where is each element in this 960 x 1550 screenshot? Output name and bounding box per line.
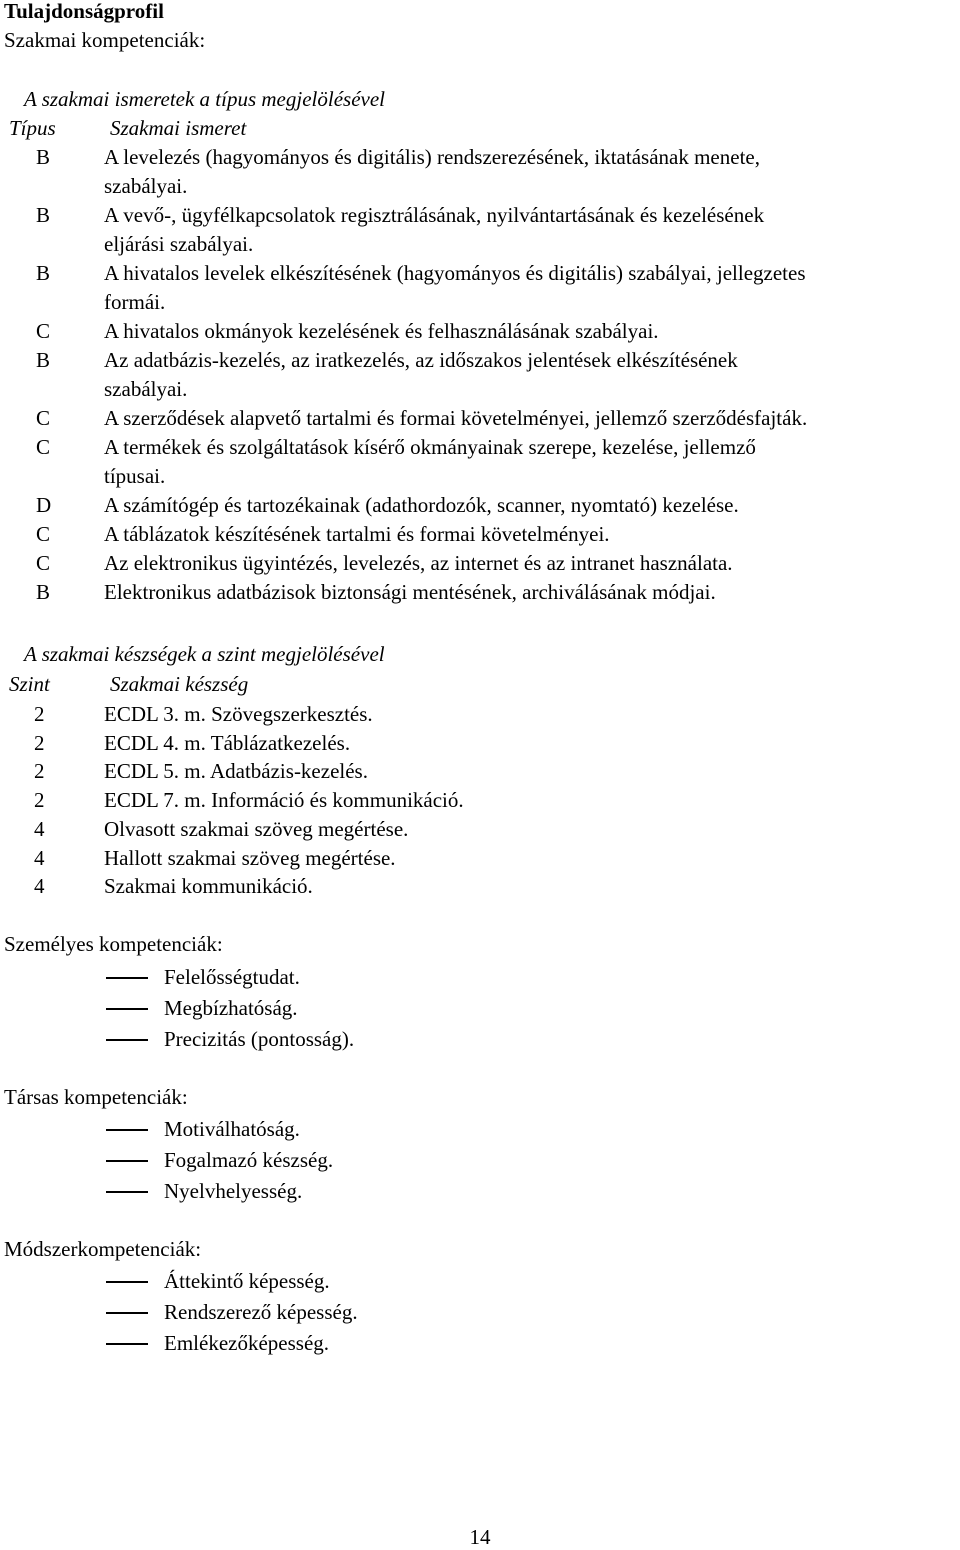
list-item-text: Motiválhatóság. — [164, 1117, 300, 1141]
knowledge-type: C — [36, 522, 51, 546]
knowledge-text: A hivatalos levelek elkészítésének (hagyományos és digitális) szabályai, jellegzetes formái. — [104, 261, 806, 314]
skills-heading: A szakmai készségek a szint megjelölésével — [24, 642, 385, 666]
knowledge-row — [0, 404, 960, 433]
list-item — [0, 1297, 358, 1328]
dash-bullet — [106, 1191, 148, 1193]
knowledge-row — [0, 549, 960, 578]
dash-bullet — [106, 1039, 148, 1041]
knowledge-col-item: Szakmai ismeret — [110, 116, 247, 140]
knowledge-row — [0, 578, 960, 607]
knowledge-text: Az elektronikus ügyintézés, levelezés, az internet és az intranet használata. — [104, 551, 733, 575]
skill-text: Hallott szakmai szöveg megértése. — [104, 845, 396, 870]
skills-col-item: Szakmai készség — [110, 672, 249, 696]
skill-level: 2 — [34, 730, 45, 755]
knowledge-type: C — [36, 319, 51, 343]
list-item — [0, 1024, 354, 1055]
skills-col-level: Szint — [9, 672, 50, 696]
section-professional-competencies: Szakmai kompetenciák: — [4, 28, 206, 52]
list-item — [0, 993, 354, 1024]
skill-level: 2 — [34, 788, 45, 813]
knowledge-type: B — [36, 261, 51, 285]
document-title: Tulajdonságprofil — [4, 0, 164, 23]
skill-level: 4 — [34, 816, 45, 841]
skill-text: ECDL 3. m. Szövegszerkesztés. — [104, 702, 373, 726]
skill-row — [0, 872, 464, 901]
list-item — [0, 1266, 358, 1297]
knowledge-type: B — [36, 348, 51, 372]
list-item-text: Emlékezőképesség. — [164, 1331, 330, 1355]
page-number: 14 — [469, 1525, 491, 1549]
knowledge-type: C — [36, 406, 51, 430]
dash-bullet — [106, 1008, 148, 1010]
skill-row — [0, 700, 464, 729]
list-item — [0, 1176, 333, 1207]
list-item-text: Nyelvhelyesség. — [164, 1179, 303, 1203]
list-item — [0, 1114, 333, 1145]
knowledge-text: A szerződések alapvető tartalmi és formai követelményei, jellemző szerződésfajták. — [104, 406, 808, 430]
skill-level: 2 — [34, 702, 45, 726]
knowledge-heading: A szakmai ismeretek a típus megjelölésével — [24, 87, 385, 111]
skill-level: 2 — [34, 759, 45, 784]
personal-competencies-list — [0, 962, 354, 1055]
knowledge-row — [0, 201, 960, 259]
skill-text: ECDL 5. m. Adatbázis-kezelés. — [104, 759, 368, 784]
knowledge-row — [0, 520, 960, 549]
knowledge-text: Az adatbázis-kezelés, az iratkezelés, az időszakos jelentések elkészítésének szabályai. — [104, 348, 738, 401]
skill-row — [0, 844, 464, 873]
knowledge-text: A termékek és szolgáltatások kísérő okmányainak szerepe, kezelése, jellemző típusai. — [104, 435, 756, 488]
social-competencies-heading: Társas kompetenciák: — [4, 1085, 188, 1109]
dash-bullet — [106, 1129, 148, 1131]
dash-bullet — [106, 1281, 148, 1283]
list-item — [0, 962, 354, 993]
list-item-text: Fogalmazó készség. — [164, 1148, 334, 1172]
list-item — [0, 1328, 358, 1359]
knowledge-row — [0, 346, 960, 404]
knowledge-row — [0, 491, 960, 520]
knowledge-row — [0, 317, 960, 346]
skill-row — [0, 757, 464, 786]
knowledge-text: A levelezés (hagyományos és digitális) rendszerezésének, iktatásának menete, szabályai. — [104, 145, 760, 198]
knowledge-type: C — [36, 435, 51, 459]
knowledge-text: A számítógép és tartozékainak (adathordozók, scanner, nyomtató) kezelése. — [104, 493, 739, 517]
knowledge-type: B — [36, 145, 51, 169]
knowledge-type: B — [36, 580, 51, 604]
list-item — [0, 1145, 333, 1176]
list-item-text: Megbízhatóság. — [164, 996, 298, 1020]
method-competencies-heading: Módszerkompetenciák: — [4, 1237, 202, 1261]
skill-text: ECDL 4. m. Táblázatkezelés. — [104, 730, 351, 755]
list-item-text: Felelősségtudat. — [164, 965, 300, 989]
knowledge-list — [0, 143, 960, 607]
skill-row — [0, 729, 464, 758]
list-item-text: Áttekintő képesség. — [164, 1269, 330, 1293]
dash-bullet — [106, 1343, 148, 1345]
skill-text: Szakmai kommunikáció. — [104, 874, 313, 899]
method-competencies-list — [0, 1266, 358, 1359]
knowledge-row — [0, 433, 960, 491]
skill-level: 4 — [34, 845, 45, 870]
knowledge-type: D — [36, 493, 52, 517]
knowledge-text: A hivatalos okmányok kezelésének és felhasználásának szabályai. — [104, 319, 659, 343]
list-item-text: Rendszerező képesség. — [164, 1300, 358, 1324]
social-competencies-list — [0, 1114, 333, 1207]
knowledge-text: A táblázatok készítésének tartalmi és formai követelményei. — [104, 522, 610, 546]
knowledge-text: Elektronikus adatbázisok biztonsági mentésének, archiválásának módjai. — [104, 580, 716, 604]
knowledge-row — [0, 143, 960, 201]
skill-text: Olvasott szakmai szöveg megértése. — [104, 816, 409, 841]
knowledge-type: C — [36, 551, 51, 575]
dash-bullet — [106, 1160, 148, 1162]
skills-list — [0, 700, 464, 901]
skill-text: ECDL 7. m. Információ és kommunikáció. — [104, 788, 464, 813]
dash-bullet — [106, 1312, 148, 1314]
skill-row — [0, 786, 464, 815]
list-item-text: Precizitás (pontosság). — [164, 1027, 355, 1051]
skill-level: 4 — [34, 874, 45, 899]
knowledge-col-type: Típus — [9, 116, 56, 140]
personal-competencies-heading: Személyes kompetenciák: — [4, 932, 223, 956]
skill-row — [0, 815, 464, 844]
knowledge-row — [0, 259, 960, 317]
dash-bullet — [106, 977, 148, 979]
knowledge-text: A vevő-, ügyfélkapcsolatok regisztrálásának, nyilvántartásának és kezelésének eljárási szabályai. — [104, 203, 765, 256]
knowledge-type: B — [36, 203, 51, 227]
